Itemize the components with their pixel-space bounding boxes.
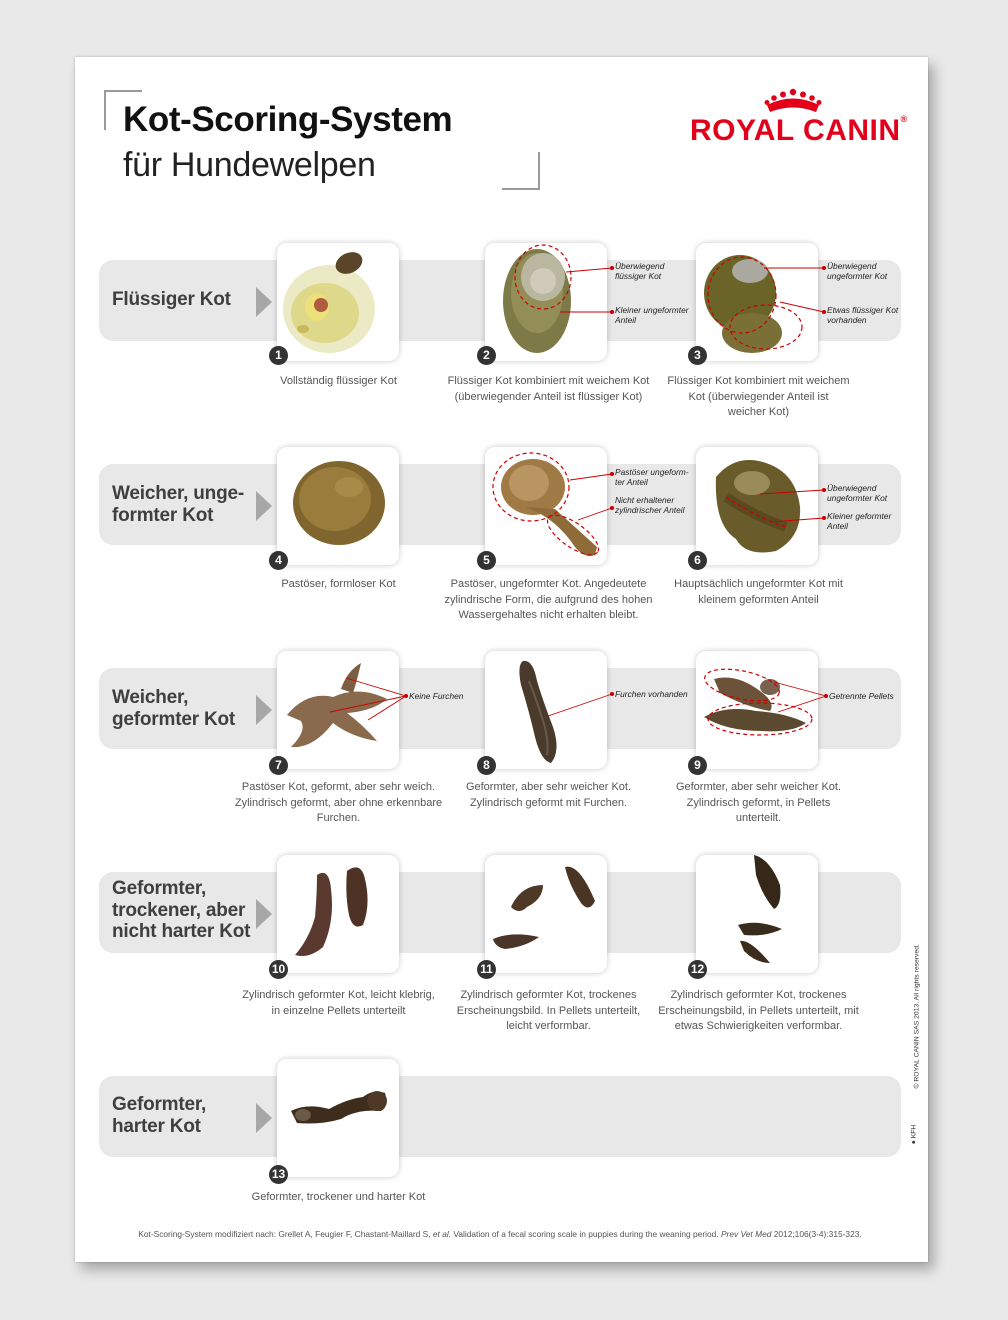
score-badge-12: 12 [688, 960, 707, 979]
arrow-icon [256, 899, 272, 929]
category-label-geformt-trocken: Geformter, trockener, aber nicht harter Kot [112, 878, 251, 942]
annotation-9-pellets: Getrennte Pellets [829, 691, 894, 701]
score-badge-4: 4 [269, 551, 288, 570]
page-title: Kot-Scoring-System [123, 100, 453, 139]
stool-photo-8 [485, 651, 607, 769]
score-badge-1: 1 [269, 346, 288, 365]
score-caption-2: Flüssiger Kot kombiniert mit weichem Kot (überwiegender Anteil ist flüssiger Kot) [447, 375, 650, 403]
crown-icon [764, 88, 822, 114]
score-badge-6: 6 [688, 551, 707, 570]
score-badge-11: 11 [477, 960, 496, 979]
stool-photo-12 [696, 855, 818, 973]
page-subtitle: für Hundewelpen [123, 146, 376, 184]
score-caption-9: Geformter, aber sehr weicher Kot. Zylindrisch geformt, in Pellets unterteilt. [675, 781, 842, 824]
stool-photo-13 [277, 1059, 399, 1177]
corner-bracket-bottom-right [502, 152, 540, 190]
score-badge-3: 3 [688, 346, 707, 365]
stool-photo-9 [696, 651, 818, 769]
score-caption-8: Geformter, aber sehr weicher Kot. Zylindrisch geformt mit Furchen. [465, 781, 632, 809]
score-caption-12: Zylindrisch geformter Kot, trockenes Erscheinungsbild, in Pellets unterteilt, mit etwas Schwierigkeiten verformbar. [658, 989, 859, 1032]
score-caption-10: Zylindrisch geformter Kot, leicht klebrig, in einzelne Pellets unterteilt [242, 989, 435, 1017]
score-caption-6: Hauptsächlich ungeformter Kot mit kleinem geformten Anteil [674, 578, 843, 606]
arrow-icon [256, 695, 272, 725]
stool-photo-5 [485, 447, 607, 565]
category-label-fluessig: Flüssiger Kot [112, 289, 231, 310]
category-label-geformt-hart: Geformter, harter Kot [112, 1094, 207, 1137]
score-caption-11: Zylindrisch geformter Kot, trockenes Erscheinungsbild. In Pellets unterteilt, leicht verformbar. [456, 989, 641, 1032]
stool-photo-7 [277, 651, 399, 769]
annotation-8-furrows: Furchen vorhanden [615, 689, 688, 699]
annotation-5-cylindrical: Nicht erhaltener zylindrischer Anteil [615, 495, 685, 515]
score-caption-4: Pastöser, formloser Kot [281, 578, 396, 590]
stool-photo-10 [277, 855, 399, 973]
category-label-weich-geformt: Weicher, geformter Kot [112, 687, 236, 730]
score-badge-10: 10 [269, 960, 288, 979]
stool-photo-2 [485, 243, 607, 361]
score-caption-7: Pastöser Kot, geformt, aber sehr weich. Zylindrisch geformt, aber ohne erkennbare Furchen. [234, 781, 443, 824]
reference-footnote: Kot-Scoring-System modifiziert nach: Grellet A, Feugier F, Chastant-Maillard S, et al. Validation of a fecal scoring scale in puppies during the weaning period. Prev Vet Med 2012;106(3-4):315-323. [138, 1229, 862, 1239]
annotation-3-unformed: Überwiegend ungeformter Kot [827, 261, 888, 281]
arrow-icon [256, 491, 272, 521]
stool-photo-1 [277, 243, 399, 361]
annotation-6-unformed: Überwiegend ungeformter Kot [827, 483, 888, 503]
arrow-icon [256, 287, 272, 317]
stool-photo-3 [696, 243, 818, 361]
arrow-icon [256, 1103, 272, 1133]
annotation-3-liquid: Etwas flüssiger Kot vorhanden [827, 305, 899, 325]
stool-photo-6 [696, 447, 818, 565]
category-band-5 [99, 1076, 901, 1157]
score-badge-8: 8 [477, 756, 496, 775]
score-caption-13: Geformter, trockener und harter Kot [251, 1191, 426, 1203]
annotation-2-liquid: Überwiegend flüssiger Kot [615, 261, 665, 281]
annotation-6-formed: Kleiner geformter Anteil [827, 511, 892, 531]
score-badge-13: 13 [269, 1165, 288, 1184]
brand-wordmark: ROYAL CANIN® [690, 114, 908, 147]
document-code: ● KFH [910, 1124, 918, 1145]
score-caption-1: Vollständig flüssiger Kot [280, 375, 397, 387]
score-badge-9: 9 [688, 756, 707, 775]
category-label-weich-ungeformt: Weicher, unge- formter Kot [112, 483, 244, 526]
stool-photo-4 [277, 447, 399, 565]
score-caption-3: Flüssiger Kot kombiniert mit weichem Kot (überwiegender Anteil ist weicher Kot) [667, 375, 850, 418]
royal-canin-logo [690, 88, 908, 150]
score-badge-2: 2 [477, 346, 496, 365]
score-badge-7: 7 [269, 756, 288, 775]
stool-photo-11 [485, 855, 607, 973]
copyright-notice: © ROYAL CANIN SAS 2013. All rights reserved. [913, 944, 921, 1089]
annotation-2-unformed: Kleiner ungeformter Anteil [615, 305, 689, 325]
score-caption-5: Pastöser, ungeformter Kot. Angedeutete zylindrische Form, die aufgrund des hohen Wassergehaltes nicht erhalten bleibt. [444, 578, 653, 621]
annotation-7-no-furrows: Keine Furchen [409, 691, 464, 701]
score-badge-5: 5 [477, 551, 496, 570]
annotation-5-pasty: Pastöser ungeform- ter Anteil [615, 467, 689, 487]
